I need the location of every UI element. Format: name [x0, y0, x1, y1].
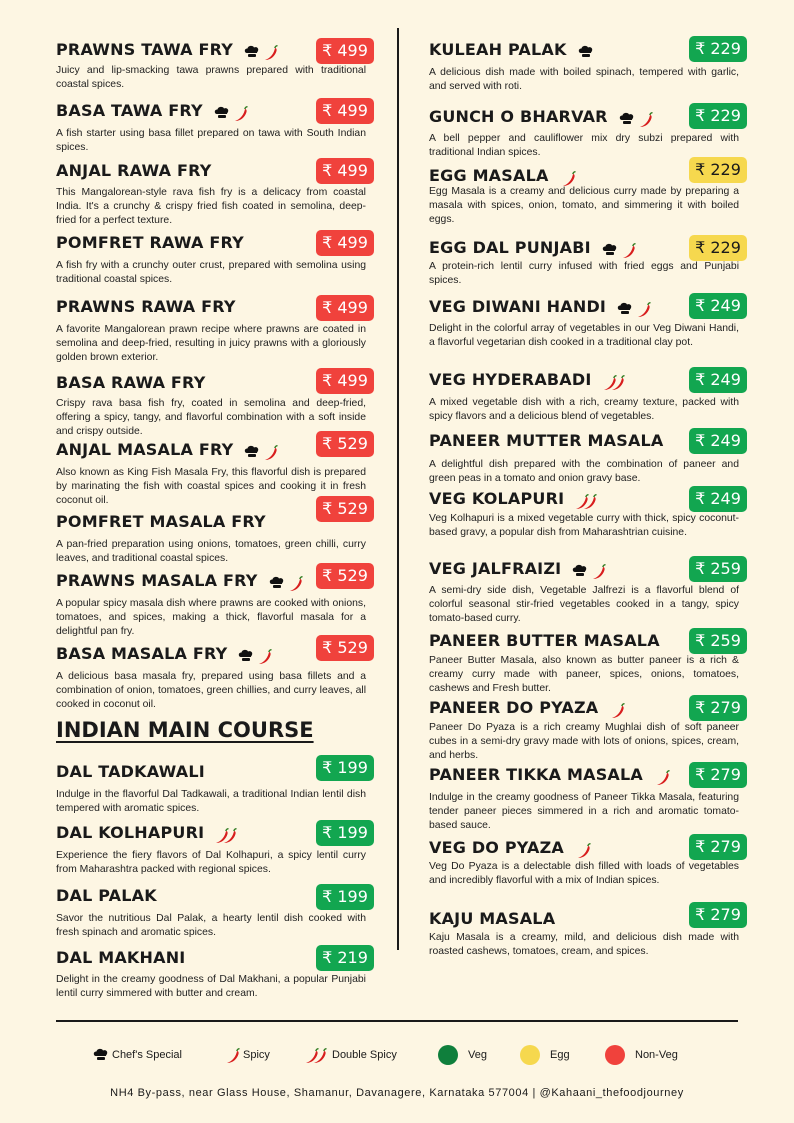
item-description: Experience the fiery flavors of Dal Kolhapuri, a spicy lentil curry from Maharashtra packed with regional spices.: [56, 850, 366, 875]
item-name: [429, 698, 626, 719]
price-badge: [689, 293, 747, 319]
item-name: [56, 161, 212, 181]
chef-icon: [601, 243, 619, 257]
item-description: Veg Do Pyaza is a delectable dish filled with loads of vegetables and incredibly flavorful with a mix of Indian spices.: [429, 861, 739, 886]
price-value: 279: [710, 837, 741, 856]
price-value: 229: [710, 39, 741, 58]
nonveg-dot: [605, 1045, 625, 1065]
legend-double-spicy-label: Double Spicy: [332, 1049, 397, 1061]
item-description: Delight in the colorful array of vegetables in our Veg Diwani Handi, a flavorful vegetarian dish cooked in a traditional clay pot.: [429, 323, 739, 348]
item-name-text: PANEER TIKKA MASALA: [429, 765, 643, 784]
item-description: Kaju Masala is a creamy, mild, and delicious dish made with roasted cashews, tomatoes, cream, and spices.: [429, 932, 739, 957]
item-icons: [653, 766, 671, 786]
item-name-text: DAL KOLHAPURI: [56, 823, 205, 842]
currency-symbol: ₹: [322, 434, 333, 453]
legend-nonveg: [605, 1043, 678, 1067]
section-title-indian-main-course: INDIAN MAIN COURSE: [56, 718, 314, 742]
item-icons: [574, 839, 592, 859]
price-badge: [316, 496, 374, 522]
veg-dot: [438, 1045, 458, 1065]
item-name-text: ANJAL RAWA FRY: [56, 161, 212, 180]
item-description: Juicy and lip-smacking tawa prawns prepared with traditional coastal spices.: [56, 65, 366, 90]
item-icons: [574, 490, 600, 510]
item-name: [429, 838, 592, 859]
item-name-text: VEG HYDERABADI: [429, 370, 592, 389]
currency-symbol: ₹: [322, 499, 333, 518]
item-icons: [601, 239, 637, 259]
item-description: A fish fry with a crunchy outer crust, prepared with semolina using traditional coastal spices.: [56, 260, 366, 285]
legend: [0, 1043, 794, 1067]
legend-spicy: [223, 1043, 270, 1067]
chef-icon: [268, 576, 286, 590]
item-name: [429, 370, 628, 391]
price-badge: [316, 295, 374, 321]
price-badge: [316, 431, 374, 457]
item-description: Paneer Butter Masala, also known as butter paneer is a rich & creamy curry made with paneer, spices, onions, tomatoes, cashews and Fresh butter.: [429, 655, 739, 694]
item-description: Paneer Do Pyaza is a rich creamy Mughlai dish of soft paneer cubes in a semi-dry gravy made with lots of onions, spices, cream, and herbs.: [429, 722, 739, 761]
currency-symbol: ₹: [695, 905, 706, 924]
price-badge: [316, 884, 374, 910]
currency-symbol: ₹: [695, 160, 706, 179]
currency-symbol: ₹: [695, 106, 706, 125]
item-icons: [571, 560, 607, 580]
item-name: [56, 823, 240, 844]
item-icons: [237, 645, 273, 665]
item-icons: [618, 108, 654, 128]
item-icons: [608, 699, 626, 719]
currency-symbol: ₹: [322, 823, 333, 842]
chilli-icon: [634, 302, 652, 316]
item-name: [56, 440, 279, 461]
price-value: 279: [710, 905, 741, 924]
item-description: A bell pepper and cauliflower mix dry subzi prepared with traditional Indian spices.: [429, 133, 739, 158]
price-badge: [689, 834, 747, 860]
price-value: 199: [337, 887, 368, 906]
currency-symbol: ₹: [322, 298, 333, 317]
item-name-text: VEG KOLAPURI: [429, 489, 565, 508]
item-icons: [616, 298, 652, 318]
currency-symbol: ₹: [322, 948, 333, 967]
item-name-text: KAJU MASALA: [429, 909, 556, 928]
currency-symbol: ₹: [695, 698, 706, 717]
item-icons: [243, 41, 279, 61]
item-description: A delicious dish made with boiled spinach, tempered with garlic, and served with roti.: [429, 67, 739, 92]
item-name: [429, 166, 577, 187]
column-divider: [397, 28, 399, 950]
legend-egg-label: Egg: [550, 1049, 570, 1061]
price-value: 249: [710, 296, 741, 315]
price-badge: [316, 755, 374, 781]
price-badge: [316, 98, 374, 124]
item-name: [56, 512, 266, 532]
price-badge: [689, 36, 747, 62]
price-badge: [316, 230, 374, 256]
item-description: Indulge in the creamy goodness of Paneer Tikka Masala, featuring tender paneer pieces simmered in a rich and aromatic tomato-based sauce.: [429, 792, 739, 831]
item-name-text: KULEAH PALAK: [429, 40, 567, 59]
price-badge: [689, 157, 747, 183]
item-icons: [602, 371, 628, 391]
chilli-icon: [261, 445, 279, 459]
chef-icon: [237, 649, 255, 663]
chilli-icon: [231, 106, 249, 120]
item-name: [56, 297, 236, 317]
currency-symbol: ₹: [695, 559, 706, 578]
item-description: Crispy rava basa fish fry, coated in semolina and deep-fried, offering a spicy, tangy, and flavorful combination with a soft inside and crispy outside.: [56, 398, 366, 437]
item-name: [56, 644, 273, 665]
item-description: A semi-dry side dish, Vegetable Jalfrezi is a flavorful blend of colorful seasonal stir-fried vegetables cooked in a tangy, spicy tomato-based curry.: [429, 585, 739, 624]
price-value: 529: [337, 566, 368, 585]
item-name-text: VEG DO PYAZA: [429, 838, 565, 857]
price-badge: [316, 945, 374, 971]
double-chilli-icon: [304, 1048, 330, 1062]
price-value: 279: [710, 698, 741, 717]
item-name-text: BASA TAWA FRY: [56, 101, 203, 120]
item-name-text: PRAWNS RAWA FRY: [56, 297, 236, 316]
price-value: 259: [710, 559, 741, 578]
item-icons: [559, 167, 577, 187]
price-badge: [689, 486, 747, 512]
currency-symbol: ₹: [322, 758, 333, 777]
currency-symbol: ₹: [322, 638, 333, 657]
price-value: 229: [710, 160, 741, 179]
item-name: [429, 909, 555, 929]
item-name: [56, 948, 185, 968]
item-name-text: EGG DAL PUNJABI: [429, 238, 591, 257]
item-icons: [213, 102, 249, 122]
price-value: 199: [337, 758, 368, 777]
chilli-icon: [608, 703, 626, 717]
item-description: A mixed vegetable dish with a rich, creamy texture, packed with spicy flavors and a delicious blend of vegetables.: [429, 397, 739, 422]
item-name: [429, 107, 654, 128]
currency-symbol: ₹: [695, 765, 706, 784]
chef-icon: [618, 112, 636, 126]
currency-symbol: ₹: [322, 233, 333, 252]
chef-icon: [243, 45, 261, 59]
currency-symbol: ₹: [695, 631, 706, 650]
chilli-icon: [286, 576, 304, 590]
legend-double-spicy: [304, 1043, 397, 1067]
price-value: 499: [337, 41, 368, 60]
legend-divider: [56, 1020, 738, 1022]
item-name: [56, 373, 205, 393]
price-value: 529: [337, 499, 368, 518]
price-badge: [689, 367, 747, 393]
item-name-text: VEG JALFRAIZI: [429, 559, 562, 578]
item-icons: [577, 41, 595, 61]
price-value: 499: [337, 371, 368, 390]
price-badge: [689, 902, 747, 928]
price-badge: [689, 762, 747, 788]
chilli-icon: [589, 564, 607, 578]
item-name-text: DAL MAKHANI: [56, 948, 186, 967]
item-name: [56, 886, 157, 906]
legend-veg-label: Veg: [468, 1049, 487, 1061]
chilli-icon: [223, 1048, 241, 1062]
item-description: A delightful dish prepared with the combination of paneer and green peas in a tomato and onion gravy base.: [429, 459, 739, 484]
price-value: 249: [710, 431, 741, 450]
item-name-text: PANEER MUTTER MASALA: [429, 431, 664, 450]
chilli-icon: [255, 649, 273, 663]
legend-chef-special: [92, 1043, 182, 1067]
chilli-icon: [559, 171, 577, 185]
item-name-text: VEG DIWANI HANDI: [429, 297, 607, 316]
currency-symbol: ₹: [695, 296, 706, 315]
currency-symbol: ₹: [695, 431, 706, 450]
price-badge: [316, 820, 374, 846]
double-chilli-icon: [214, 828, 240, 842]
item-description: A pan-fried preparation using onions, tomatoes, green chilli, curry leaves, and traditional coastal spices.: [56, 539, 366, 564]
currency-symbol: ₹: [322, 41, 333, 60]
item-description: Delight in the creamy goodness of Dal Makhani, a popular Punjabi lentil curry simmered with butter and cream.: [56, 974, 366, 999]
price-badge: [689, 556, 747, 582]
item-name: [429, 431, 664, 451]
item-name: [429, 238, 637, 259]
price-value: 279: [710, 765, 741, 784]
item-name-text: EGG MASALA: [429, 166, 549, 185]
chef-icon: [243, 445, 261, 459]
item-name: [56, 101, 249, 122]
item-description: A fish starter using basa fillet prepared on tawa with South Indian spices.: [56, 128, 366, 153]
chef-icon: [92, 1048, 110, 1062]
item-name-text: DAL PALAK: [56, 886, 157, 905]
price-badge: [316, 368, 374, 394]
price-badge: [316, 158, 374, 184]
item-description: This Mangalorean-style rava fish fry is a delicacy from coastal India. It's a crunchy & crispy fried fish coated in semolina, deep-fried for a perfect texture.: [56, 187, 366, 226]
item-name-text: ANJAL MASALA FRY: [56, 440, 234, 459]
price-badge: [689, 628, 747, 654]
price-value: 219: [337, 948, 368, 967]
item-description: Also known as King Fish Masala Fry, this flavorful dish is prepared by marinating the fish with coastal spices and cooking it in fresh coconut oil.: [56, 467, 366, 506]
item-description: A popular spicy masala dish where prawns are cooked with onions, tomatoes, and spices, making a thick, flavorful masala for a delightful pan fry.: [56, 598, 366, 637]
item-name: [429, 489, 600, 510]
chef-icon: [616, 302, 634, 316]
price-value: 529: [337, 434, 368, 453]
item-name-text: PANEER BUTTER MASALA: [429, 631, 660, 650]
price-value: 249: [710, 489, 741, 508]
chilli-icon: [574, 843, 592, 857]
price-value: 229: [710, 238, 741, 257]
double-chilli-icon: [574, 494, 600, 508]
item-name: [429, 297, 652, 318]
chef-icon: [213, 106, 231, 120]
item-name: [56, 762, 205, 782]
item-icons: [243, 441, 279, 461]
item-name: [56, 571, 304, 592]
item-name: [429, 40, 595, 61]
currency-symbol: ₹: [322, 101, 333, 120]
item-description: Savor the nutritious Dal Palak, a hearty lentil dish cooked with fresh spinach and aromatic spices.: [56, 913, 366, 938]
item-name-text: POMFRET RAWA FRY: [56, 233, 244, 252]
currency-symbol: ₹: [695, 489, 706, 508]
price-value: 259: [710, 631, 741, 650]
item-description: A delicious basa masala fry, prepared using basa fillets and a combination of onion, tomatoes, green chillies, and curry leaves, all cooked in coconut oil.: [56, 671, 366, 710]
price-badge: [689, 235, 747, 261]
item-description: Egg Masala is a creamy and delicious curry made by preparing a masala with spices, onion, tomato, and simmering it with boiled eggs.: [429, 186, 739, 225]
item-name-text: GUNCH O BHARVAR: [429, 107, 608, 126]
item-name-text: PRAWNS MASALA FRY: [56, 571, 258, 590]
chilli-icon: [653, 770, 671, 784]
item-name: [56, 40, 279, 61]
legend-egg: [520, 1043, 570, 1067]
price-value: 499: [337, 298, 368, 317]
item-name: [429, 559, 607, 580]
price-badge: [316, 563, 374, 589]
legend-veg: [438, 1043, 487, 1067]
item-icons: [214, 824, 240, 844]
price-value: 229: [710, 106, 741, 125]
chef-icon: [577, 45, 595, 59]
egg-dot: [520, 1045, 540, 1065]
currency-symbol: ₹: [322, 887, 333, 906]
double-chilli-icon: [602, 375, 628, 389]
item-name-text: PANEER DO PYAZA: [429, 698, 599, 717]
item-name: [56, 233, 244, 253]
item-name-text: PRAWNS TAWA FRY: [56, 40, 234, 59]
currency-symbol: ₹: [695, 238, 706, 257]
currency-symbol: ₹: [322, 566, 333, 585]
item-description: A protein-rich lentil curry infused with fried eggs and Punjabi spices.: [429, 261, 739, 286]
price-value: 499: [337, 161, 368, 180]
item-name-text: BASA RAWA FRY: [56, 373, 206, 392]
chilli-icon: [261, 45, 279, 59]
legend-nonveg-label: Non-Veg: [635, 1049, 678, 1061]
footer-address: NH4 By-pass, near Glass House, Shamanur, Davanagere, Karnataka 577004 | @Kahaani_thefoodjourney: [110, 1087, 684, 1099]
item-name-text: POMFRET MASALA FRY: [56, 512, 266, 531]
price-badge: [316, 635, 374, 661]
legend-chef-special-label: Chef's Special: [112, 1049, 182, 1061]
price-badge: [689, 428, 747, 454]
currency-symbol: ₹: [695, 837, 706, 856]
item-name-text: BASA MASALA FRY: [56, 644, 228, 663]
price-value: 529: [337, 638, 368, 657]
item-description: Indulge in the flavorful Dal Tadkawali, a traditional Indian lentil dish tempered with aromatic spices.: [56, 789, 366, 814]
item-icons: [268, 572, 304, 592]
item-description: A favorite Mangalorean prawn recipe where prawns are coated in semolina and deep-fried, resulting in juicy prawns with a gloriously golden brown exterior.: [56, 324, 366, 363]
item-name-text: DAL TADKAWALI: [56, 762, 205, 781]
item-name: [429, 765, 671, 786]
price-value: 249: [710, 370, 741, 389]
price-value: 499: [337, 233, 368, 252]
price-value: 499: [337, 101, 368, 120]
price-value: 199: [337, 823, 368, 842]
chef-icon: [571, 564, 589, 578]
price-badge: [316, 38, 374, 64]
legend-spicy-label: Spicy: [243, 1049, 270, 1061]
currency-symbol: ₹: [322, 371, 333, 390]
currency-symbol: ₹: [322, 161, 333, 180]
chilli-icon: [619, 243, 637, 257]
currency-symbol: ₹: [695, 39, 706, 58]
item-description: Veg Kolhapuri is a mixed vegetable curry with thick, spicy coconut-based gravy, a popular dish from Maharashtrian cuisine.: [429, 513, 739, 538]
price-badge: [689, 103, 747, 129]
price-badge: [689, 695, 747, 721]
item-name: [429, 631, 660, 651]
chilli-icon: [636, 112, 654, 126]
currency-symbol: ₹: [695, 370, 706, 389]
